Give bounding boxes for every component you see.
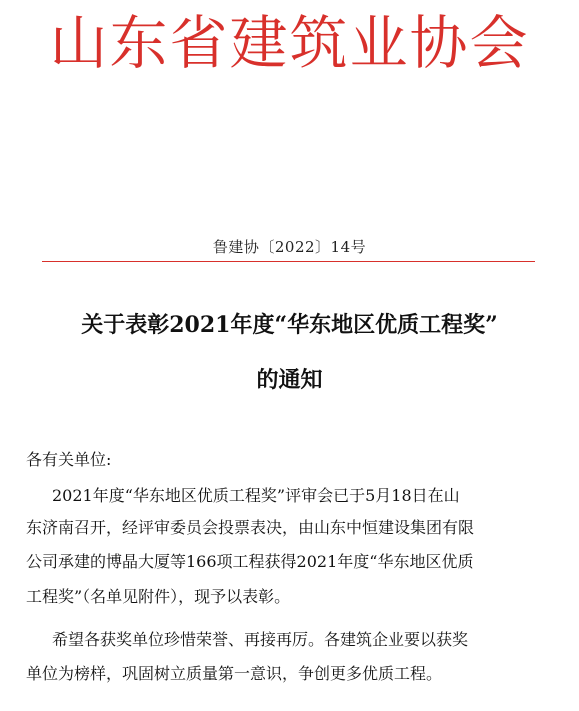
body-line: 希望各获奖单位珍惜荣誉、再接再厉。各建筑企业要以获奖: [52, 630, 469, 649]
red-divider-rule: [42, 261, 535, 262]
document-number: 鲁建协〔2022〕14号: [212, 238, 367, 256]
notice-title-line-1: 关于表彰2021年度“华东地区优质工程奖”: [81, 312, 498, 338]
salutation: 各有关单位:: [26, 450, 112, 469]
organization-letterhead: 山东省建筑业协会: [49, 9, 530, 77]
body-line: 2021年度“华东地区优质工程奖”评审会已于5月18日在山: [52, 486, 460, 505]
body-line: 单位为榜样，巩固树立质量第一意识，争创更多优质工程。: [26, 664, 443, 683]
body-line: 公司承建的博晶大厦等166项工程获得2021年度“华东地区优质: [26, 552, 474, 571]
notice-title-line-2: 的通知: [256, 367, 323, 393]
body-line: 东济南召开，经评审委员会投票表决，由山东中恒建设集团有限: [26, 518, 475, 537]
body-line: 工程奖”（名单见附件），现予以表彰。: [26, 587, 291, 606]
